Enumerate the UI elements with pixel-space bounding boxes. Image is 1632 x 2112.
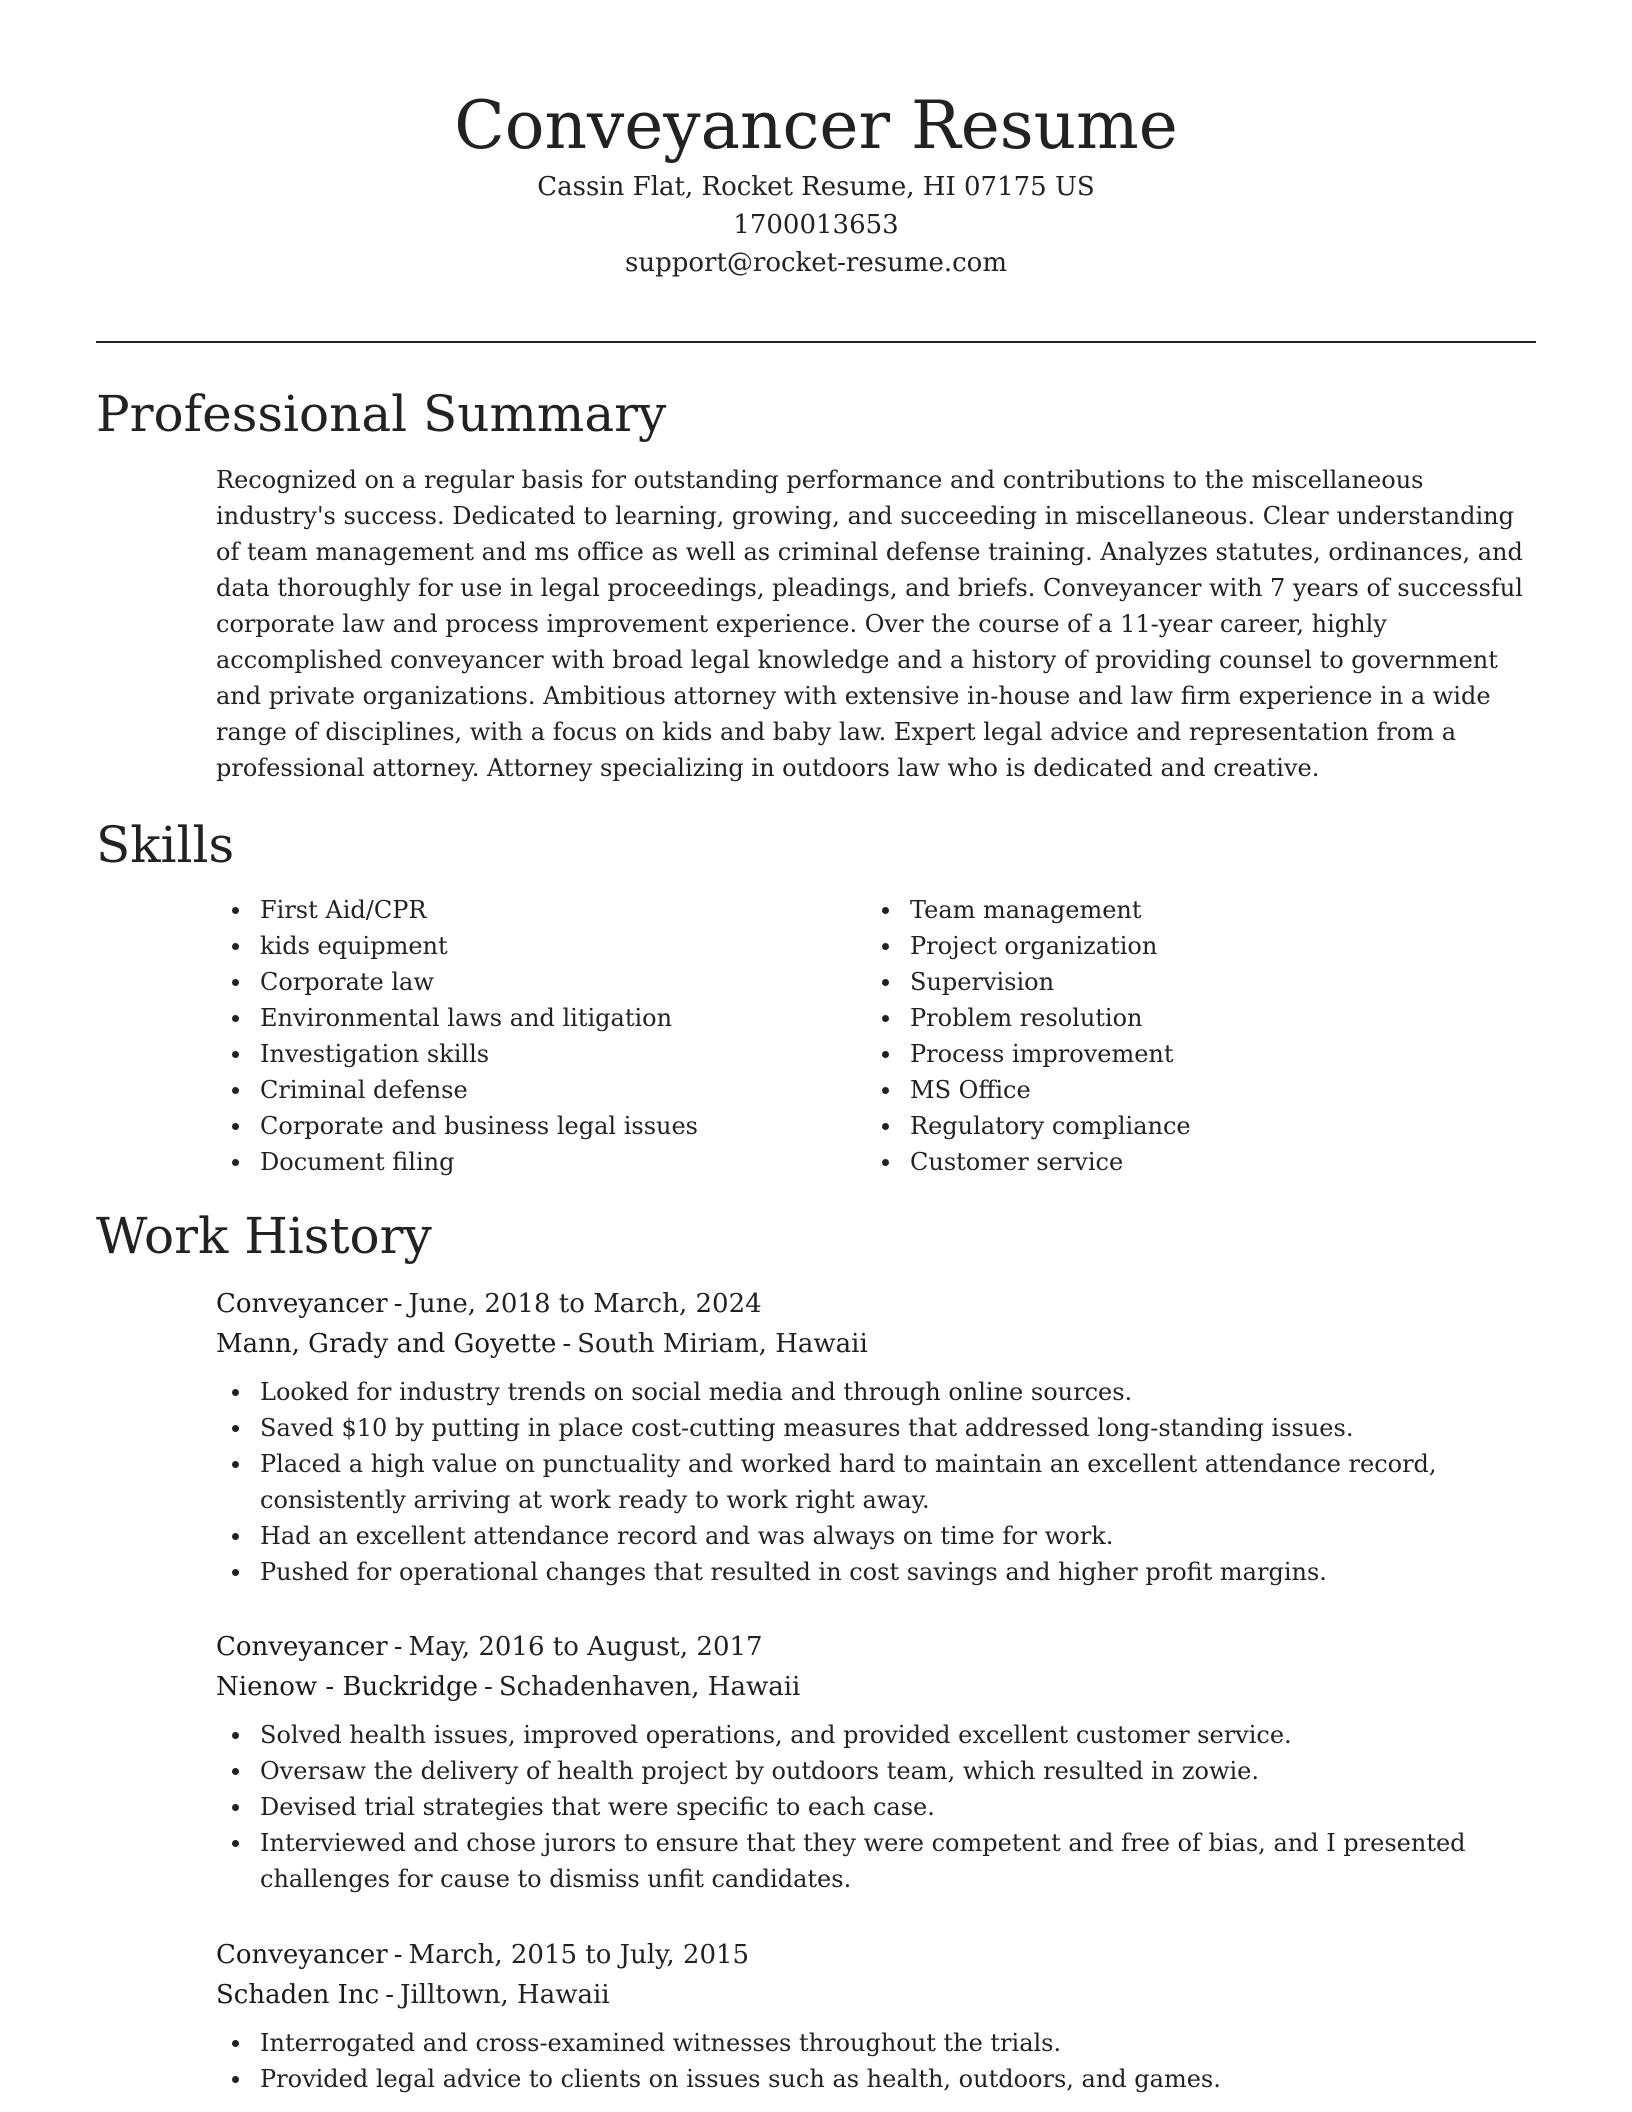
- job-bullets: [216, 1374, 1538, 1590]
- skill-item: Investigation skills: [216, 1036, 698, 1072]
- email: support@rocket-resume.com: [624, 248, 1007, 278]
- separator: -: [393, 1940, 403, 1970]
- skill-item: Project organization: [866, 928, 1191, 964]
- skill-item: Document filing: [216, 1144, 698, 1180]
- job-title-line: [216, 1935, 1538, 1975]
- job-bullet: Solved health issues, improved operations, and provided excellent customer service.: [216, 1717, 1538, 1753]
- separator: -: [484, 1672, 493, 1702]
- job-location: Jilltown, Hawaii: [400, 1980, 610, 2010]
- skill-item: Team management: [866, 892, 1191, 928]
- skill-item: Problem resolution: [866, 1000, 1191, 1036]
- job-title: Conveyancer: [216, 1632, 388, 1662]
- skill-item: Corporate and business legal issues: [216, 1108, 698, 1144]
- job-bullet: Oversaw the delivery of health project by outdoors team, which resulted in zowie.: [216, 1753, 1538, 1789]
- job-title: Conveyancer: [216, 1289, 388, 1319]
- job-location: Schadenhaven, Hawaii: [498, 1672, 801, 1702]
- address: Cassin Flat, Rocket Resume, HI 07175 US: [537, 172, 1095, 202]
- phone: 1700013653: [733, 210, 899, 240]
- job-company: Nienow - Buckridge: [216, 1672, 479, 1702]
- job-entry: [216, 1284, 1538, 1590]
- job-dates: March, 2015 to July, 2015: [408, 1940, 750, 1970]
- job-title-line: [216, 1627, 1538, 1667]
- skill-item: Supervision: [866, 964, 1191, 1000]
- resume-title: Conveyancer Resume: [454, 87, 1178, 164]
- separator: -: [385, 1980, 395, 2010]
- job-entry: [216, 1935, 1538, 2097]
- job-title-line: [216, 1284, 1538, 1324]
- skill-item: Customer service: [866, 1144, 1191, 1180]
- job-company-line: [216, 1324, 1538, 1364]
- job-company: Schaden Inc: [216, 1980, 380, 2010]
- job-bullet: Looked for industry trends on social media and through online sources.: [216, 1374, 1538, 1410]
- skill-item: Corporate law: [216, 964, 698, 1000]
- job-dates: June, 2018 to March, 2024: [408, 1289, 762, 1319]
- job-bullet: Placed a high value on punctuality and worked hard to maintain an excellent attendance record, consistently arriving at work ready to work right away.: [216, 1446, 1538, 1518]
- job-company: Mann, Grady and Goyette: [216, 1329, 557, 1359]
- job-bullet: Pushed for operational changes that resulted in cost savings and higher profit margins.: [216, 1554, 1538, 1590]
- skill-item: Process improvement: [866, 1036, 1191, 1072]
- job-title: Conveyancer: [216, 1940, 388, 1970]
- skills-column-left: [216, 892, 698, 1180]
- summary-text: Recognized on a regular basis for outstanding performance and contributions to the miscellaneous industry's success. Dedicated to learning, growing, and succeeding in miscellaneous. Clear understanding of team management and ms office as well as criminal defense training. Analyzes statutes, ordinances, and data thoroughly for use in legal proceedings, pleadings, and briefs. Conveyancer with 7 years of successful corporate law and process improvement experience. Over the course of a 11-year career, highly accomplished conveyancer with broad legal knowledge and a history of providing counsel to government and private organizations. Ambitious attorney with extensive in-house and law firm experience in a wide range of disciplines, with a focus on kids and baby law. Expert legal advice and representation from a professional attorney. Attorney specializing in outdoors law who is dedicated and creative.: [216, 466, 1523, 782]
- job-bullet: Saved $10 by putting in place cost-cutting measures that addressed long-standing issues.: [216, 1410, 1538, 1446]
- skill-item: kids equipment: [216, 928, 698, 964]
- job-bullets: [216, 2025, 1538, 2097]
- skill-item: First Aid/CPR: [216, 892, 698, 928]
- skill-item: Environmental laws and litigation: [216, 1000, 698, 1036]
- resume-header: [0, 0, 1632, 282]
- job-bullet: Had an excellent attendance record and was always on time for work.: [216, 1518, 1538, 1554]
- job-bullet: Interviewed and chose jurors to ensure that they were competent and free of bias, and I presented challenges for cause to dismiss unfit candidates.: [216, 1825, 1538, 1897]
- skill-item: Regulatory compliance: [866, 1108, 1191, 1144]
- separator: -: [393, 1289, 403, 1319]
- skill-item: MS Office: [866, 1072, 1191, 1108]
- separator: -: [562, 1329, 572, 1359]
- job-company-line: [216, 1975, 1538, 2015]
- job-bullet: Provided legal advice to clients on issues such as health, outdoors, and games.: [216, 2061, 1538, 2097]
- job-dates: May, 2016 to August, 2017: [408, 1632, 763, 1662]
- job-company-line: [216, 1667, 1538, 1707]
- separator: -: [393, 1632, 403, 1662]
- skill-item: Criminal defense: [216, 1072, 698, 1108]
- skills-heading: Skills: [96, 816, 235, 874]
- work-history-heading: Work History: [96, 1207, 432, 1265]
- job-location: South Miriam, Hawaii: [577, 1329, 868, 1359]
- summary-heading: Professional Summary: [96, 385, 667, 443]
- job-entry: [216, 1627, 1538, 1897]
- job-bullet: Devised trial strategies that were specific to each case.: [216, 1789, 1538, 1825]
- header-divider: [96, 341, 1536, 343]
- skills-column-right: [866, 892, 1191, 1180]
- job-bullets: [216, 1717, 1538, 1897]
- job-bullet: Interrogated and cross-examined witnesses throughout the trials.: [216, 2025, 1538, 2061]
